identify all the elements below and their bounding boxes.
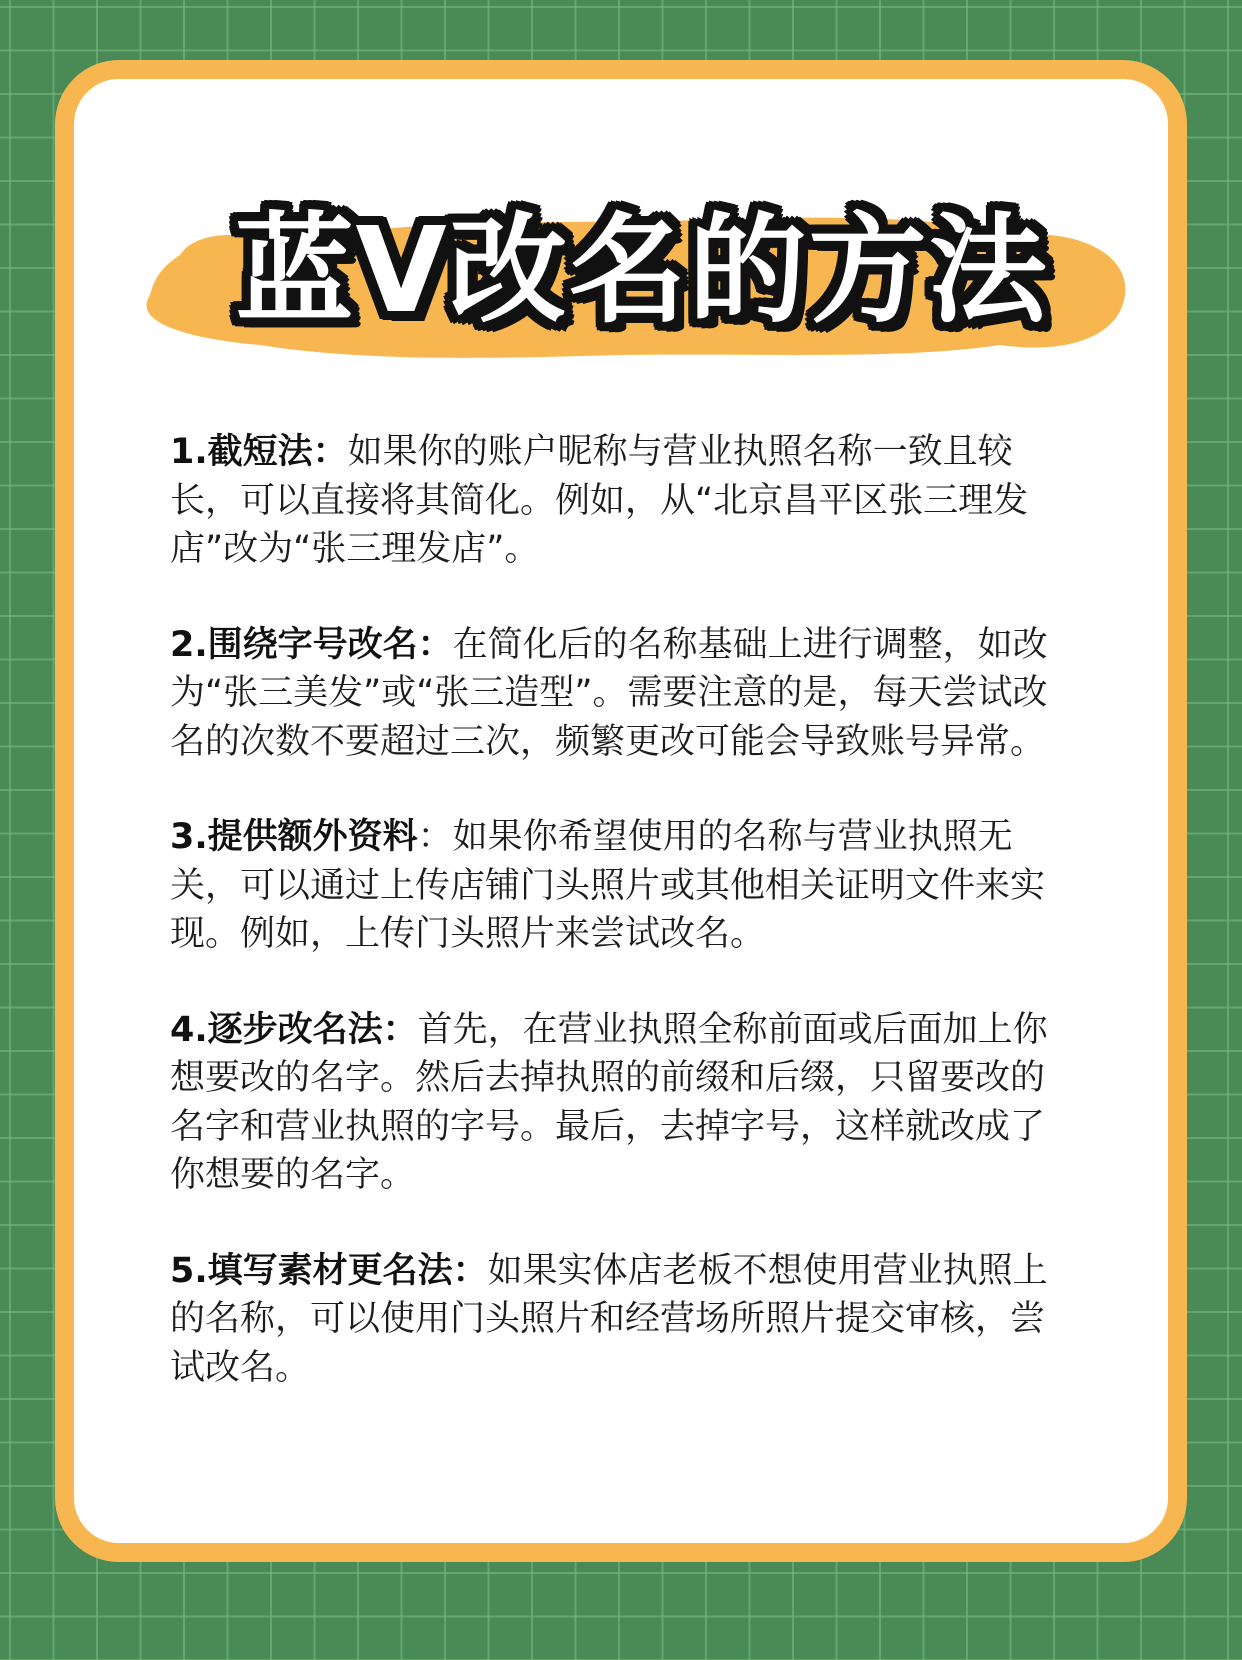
method-item-heading: 3.提供额外资料 xyxy=(170,817,418,857)
method-item-2 xyxy=(170,621,1070,767)
title-banner xyxy=(140,195,1130,365)
method-item-heading: 5.填写素材更名法： xyxy=(170,1250,488,1291)
method-item-text: 首先，在营业执照全称前面或后面加上你想要改的名字。然后去掉执照的前缀和后缀，只留要改的名字和营业执照的字号。最后，去掉字号，这样就改成了你想要的名字。 xyxy=(170,1009,1048,1195)
method-item-heading: 2.围绕字号改名： xyxy=(170,624,453,665)
method-item-text: 如果你的账户昵称与营业执照名称一致且较长，可以直接将其简化。例如，从“北京昌平区张三理发店”改为“张三理发店”。 xyxy=(170,432,1029,569)
page-title: 蓝V改名的方法 xyxy=(235,201,1049,339)
method-item-5 xyxy=(170,1247,1070,1393)
method-item-heading: 1.截短法： xyxy=(170,432,348,472)
method-item-4 xyxy=(170,1006,1070,1200)
method-item-heading: 4.逐步改名法： xyxy=(170,1009,418,1050)
method-list xyxy=(170,428,1070,1439)
method-item-text: 在简化后的名称基础上进行调整，如改为“张三美发”或“张三造型”。需要注意的是，每天尝试改名的次数不要超过三次，频繁更改可能会导致账号异常。 xyxy=(170,624,1048,762)
method-item-text: ：如果你希望使用的名称与营业执照无关，可以通过上传店铺门头照片或其他相关证明文件来实现。例如，上传门头照片来尝试改名。 xyxy=(170,817,1046,954)
method-item-text: 如果实体店老板不想使用营业执照上的名称，可以使用门头照片和经营场所照片提交审核，尝试改名。 xyxy=(170,1250,1048,1388)
method-item-3 xyxy=(170,813,1070,959)
method-item-1 xyxy=(170,428,1070,574)
